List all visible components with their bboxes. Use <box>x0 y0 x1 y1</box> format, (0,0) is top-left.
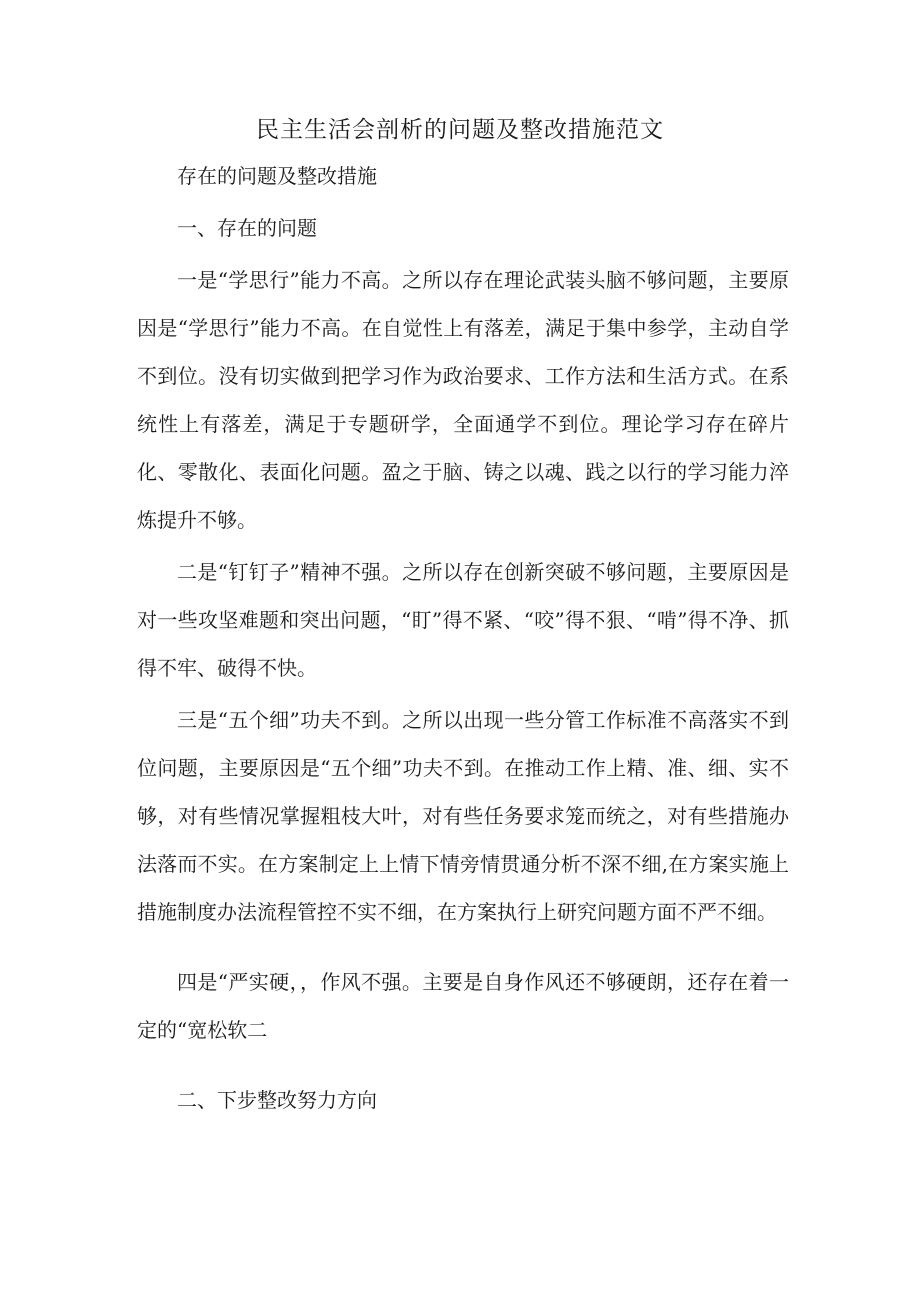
paragraph-nail-spirit: 二是“钉钉子”精神不强。之所以存在创新突破不够问题，主要原因是对一些攻坚难题和突出问题，“盯”得不紧、“咬”得不狠、“啃”得不净、抓得不牢、破得不快。 <box>137 560 789 680</box>
section-heading-problems: 一、存在的问题 <box>177 216 317 240</box>
paragraph-work-style: 四是“严实硬，，作风不强。主要是自身作风还不够硬朗，还存在着一定的“宽松软二 <box>137 970 789 1042</box>
paragraph-five-details: 三是“五个细”功夫不到。之所以出现一些分管工作标准不高落实不到位问题，主要原因是“五个细”功夫不到。在推动工作上精、准、细、实不够，对有些情况掌握粗枝大叶，对有些任务要求笼而统之，对有些措施办法落而不实。在方案制定上上情下情旁情贯通分析不深不细,在方案实施上措施制度办法流程管控不实不细，在方案执行上研究问题方面不严不细。 <box>137 708 789 924</box>
section-heading-rectification: 二、下步整改努力方向 <box>177 1088 377 1112</box>
paragraph-study: 一是“学思行”能力不高。之所以存在理论武装头脑不够问题，主要原因是“学思行”能力不高。在自觉性上有落差，满足于集中参学，主动自学不到位。没有切实做到把学习作为政治要求、工作方法和生活方式。在系统性上有落差，满足于专题研学，全面通学不到位。理论学习存在碎片化、零散化、表面化问题。盈之于脑、铸之以魂、践之以行的学习能力淬炼提升不够。 <box>137 268 789 532</box>
subtitle: 存在的问题及整改措施 <box>177 164 377 188</box>
document-body <box>137 152 789 1124</box>
document-title: 民主生活会剖析的问题及整改措施范文 <box>256 117 664 143</box>
